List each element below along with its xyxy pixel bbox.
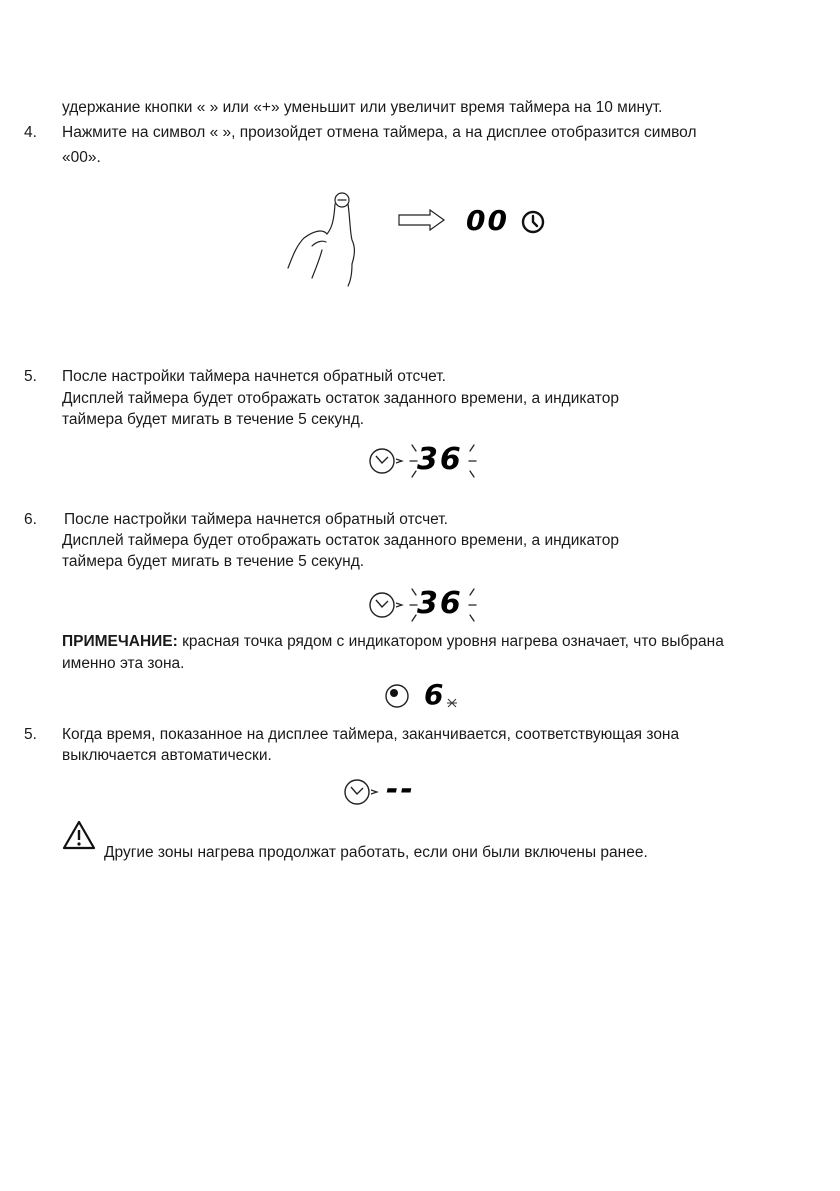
warning-icon xyxy=(62,820,96,850)
hand-press-icon xyxy=(282,188,362,288)
clock-icon xyxy=(368,446,404,476)
text-line: Когда время, показанное на дисплее таймера, заканчивается, соответствующая зона xyxy=(62,726,680,743)
note-text: красная точка рядом с индикатором уровня нагрева означает, что выбрана xyxy=(177,633,724,650)
zone-indicator-icon xyxy=(384,682,412,710)
clock-icon xyxy=(368,590,404,620)
red-dot-marker xyxy=(446,698,458,708)
text-line: Нажмите на символ « », произойдет отмена таймера, а на дисплее отобразится символ xyxy=(62,124,697,141)
text-line: удержание кнопки « » или «+» уменьшит или увеличит время таймера на 10 минут. xyxy=(62,99,663,116)
clock-icon xyxy=(343,777,379,807)
text-line: После настройки таймера начнется обратный отсчет. xyxy=(62,368,446,385)
clock-icon xyxy=(520,209,546,235)
text-line: именно эта зона. xyxy=(62,655,185,672)
item-number: 5. xyxy=(24,368,37,385)
timer-display: 00 xyxy=(466,204,509,237)
countdown-display: 36 xyxy=(417,442,463,477)
text-line: таймера будет мигать в течение 5 секунд. xyxy=(62,553,365,570)
item-number: 4. xyxy=(24,124,37,141)
finished-display: -- xyxy=(386,772,415,807)
item-number: 6. xyxy=(24,511,37,528)
warning-text: Другие зоны нагрева продолжат работать, если они были включены ранее. xyxy=(104,844,648,861)
text-line: Дисплей таймера будет отображать остаток заданного времени, а индикатор xyxy=(62,390,619,407)
text-line: таймера будет мигать в течение 5 секунд. xyxy=(62,411,365,428)
text-line: Дисплей таймера будет отображать остаток заданного времени, а индикатор xyxy=(62,532,619,549)
note-line xyxy=(62,632,724,652)
text-line: выключается автоматически. xyxy=(62,747,272,764)
note-label: ПРИМЕЧАНИЕ: xyxy=(62,633,178,650)
text-line: «00». xyxy=(62,149,101,166)
text-line: После настройки таймера начнется обратный отсчет. xyxy=(64,511,448,528)
arrow-right-icon xyxy=(398,209,446,231)
countdown-display: 36 xyxy=(417,586,463,621)
heat-level-display: 6 xyxy=(424,678,446,711)
item-number: 5. xyxy=(24,726,37,743)
